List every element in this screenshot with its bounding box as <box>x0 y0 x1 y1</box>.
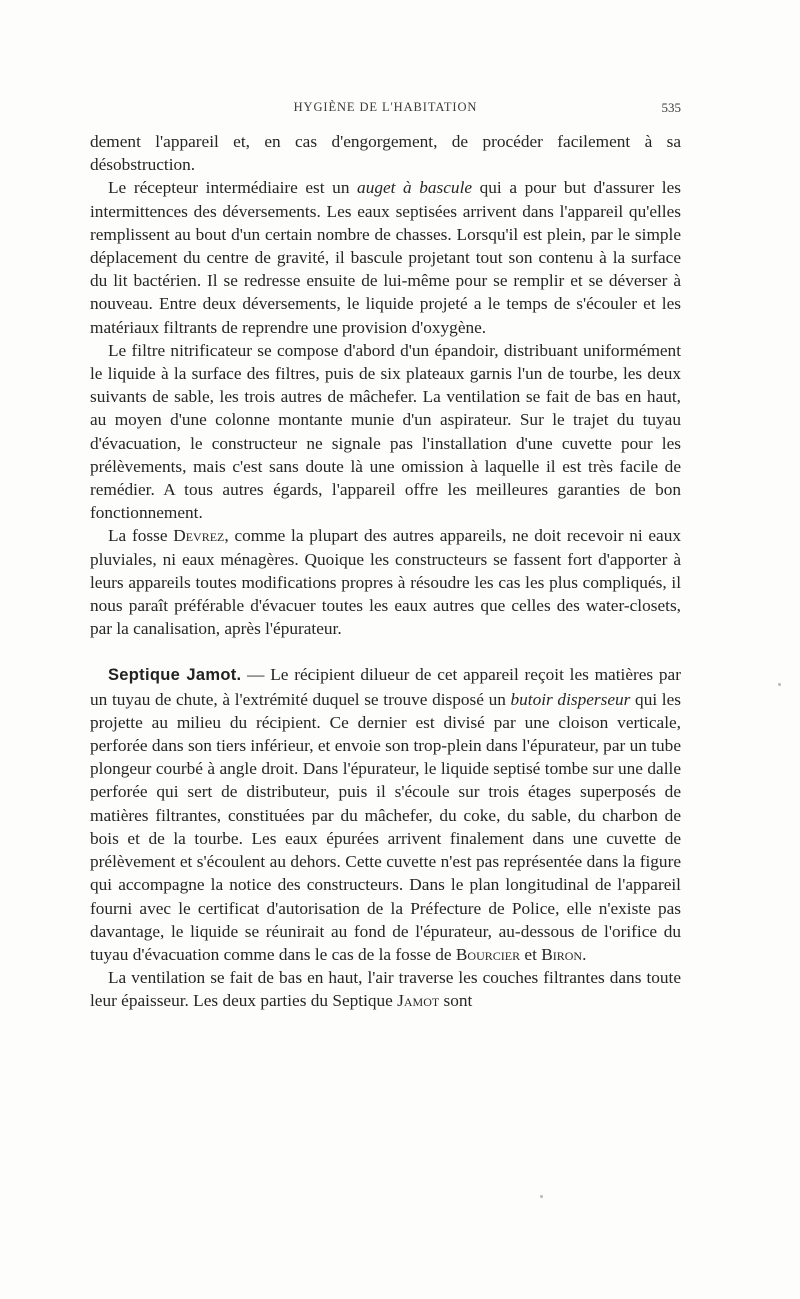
paragraph-text: , comme la plupart des autres appareils, ne doit recevoir ni eaux pluviales, ni eaux ménagères. Quoique les constructeurs se fassent fort d'apporter à leurs appareils toutes modifications propres à résoudre les cas les plus compliqués, il nous paraît préférable d'évacuer toutes les eaux autres que celles des water-closets, par la canalisation, après l'épurateur. <box>90 526 681 639</box>
paragraph-text: qui a pour but d'assurer les intermittences des déversements. Les eaux septisées arrivent dans l'appareil qu'elles remplissent au bout d'un certain nombre de chasses. Lorsqu'il est plein, par le simple déplacement du centre de gravité, il bascule projetant tout son contenu à la surface du lit bactérien. Il se redresse ensuite de lui-même pour se remplir et se déverser à nouveau. Entre deux déversements, le liquide projeté a le temps de s'écouler et les matériaux filtrants de reprendre une provision d'oxygène. <box>90 178 682 337</box>
paragraph-continuation <box>90 130 681 176</box>
paragraph-ventilation <box>90 966 681 1012</box>
italic-term: butoir disperseur <box>510 689 631 709</box>
paragraph-text: La fosse <box>108 526 174 546</box>
paragraph-text: La ventilation se fait de bas en haut, l'air traverse les couches filtrantes dans toute leur épaisseur. Les deux parties du Septique <box>90 968 681 1011</box>
paper-speck <box>540 1195 543 1198</box>
paragraph-text: dement l'appareil et, en cas d'engorgement, de procéder facilement à sa désobstruction. <box>90 132 681 175</box>
paper-speck <box>778 683 781 686</box>
paragraph-fosse-devrez <box>90 524 681 640</box>
running-header <box>90 100 681 120</box>
small-caps-name: Devrez <box>173 526 225 546</box>
paragraph-text: qui les projette au milieu du récipient. Ce dernier est divisé par une cloison verticale, perforée dans son tiers inférieur, et envoie son trop-plein dans l'épurateur, par un tube plongeur courbé à angle droit. Dans l'épurateur, le liquide septisé tombe sur une dalle perforée qui sert de distributeur, puis il s'écoule sur trois étages superposés de matières filtrantes, constituées par du mâchefer, du coke, du sable, du charbon de bois et de la tourbe. Les eaux épurées arrivent finalement dans une cuvette de prélèvement et s'écoulent au dehors. Cette cuvette n'est pas représentée dans la figure qui accompagne la notice des constructeurs. Dans le plan longitudinal de l'appareil fourni avec le certificat d'autorisation de la Préfecture de Police, elle n'existe pas davantage, le liquide se réunirait au fond de l'épurateur, au-dessous de l'orifice du tuyau d'évacuation comme dans le cas de la fosse de <box>90 689 681 964</box>
paragraph-text: — Le récipient dilueur de cet appareil reçoit les matières par un tuyau de chute, à l'extrémité duquel se trouve disposé un <box>90 665 681 709</box>
paragraph-text: et <box>520 944 542 964</box>
paragraph-septique-jamot <box>90 663 681 966</box>
small-caps-name: Jamot <box>397 991 440 1011</box>
small-caps-name: Bourcier <box>455 944 521 964</box>
running-title: HYGIÈNE DE L'HABITATION <box>293 100 478 114</box>
paragraph-text: Le récepteur intermédiaire est un <box>108 178 358 198</box>
section-spacer <box>90 640 681 663</box>
paragraph-text: sont <box>439 991 473 1011</box>
paragraph-auget <box>90 176 681 338</box>
paragraph-text: . <box>582 944 587 964</box>
section-heading: Septique Jamot. <box>108 666 242 685</box>
paragraph-filtre <box>90 339 681 525</box>
italic-term: auget à bascule <box>357 178 473 198</box>
page-number: 535 <box>661 100 681 115</box>
body-text <box>90 130 681 1013</box>
small-caps-name: Biron <box>541 944 583 964</box>
paragraph-text: Le filtre nitrificateur se compose d'abord d'un épandoir, distribuant uniformément le liquide à la surface des filtres, puis de six plateaux garnis l'un de tourbe, les deux suivants de sable, les trois autres de mâchefer. La ventilation se fait de bas en haut, au moyen d'une colonne montante munie d'un aspirateur. Sur le trajet du tuyau d'évacuation, le constructeur ne signale pas l'installation d'une cuvette pour les prélèvements, mais c'est sans doute là une omission à laquelle il est très facile de remédier. A tous autres égards, l'appareil offre les meilleures garanties de bon fonctionnement. <box>90 340 681 523</box>
